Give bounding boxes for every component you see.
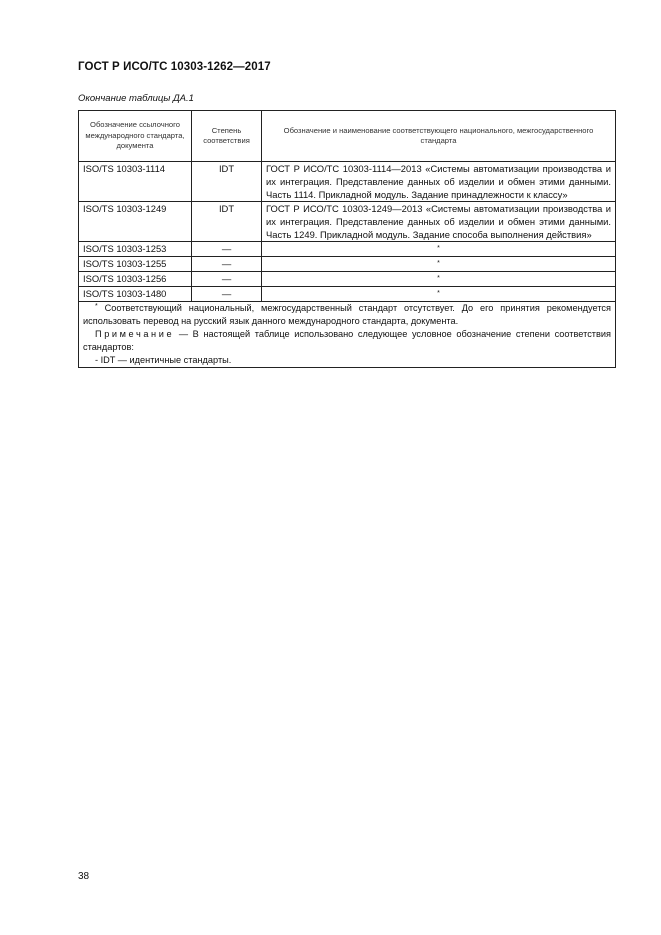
column-header-degree: Степень соответствия [192,111,262,162]
table-row [79,257,616,272]
table-caption: Окончание таблицы ДА.1 [78,93,194,104]
degree-cell: — [192,242,262,257]
table-header-row [79,111,616,162]
table-row [79,162,616,202]
reference-cell: ISO/TS 10303-1480 [79,287,192,302]
degree-cell: IDT [192,202,262,242]
table-row [79,202,616,242]
national-standard-cell: ГОСТ Р ИСО/ТС 10303-1249—2013 «Системы автоматизации производства и их интеграция. Представление данных об изделии и обмен этими данными. Часть 1249. Прикладной модуль. Задание способа выполнения действия» [262,202,616,242]
footnote-text: Соответствующий национальный, межгосударственный стандарт отсутствует. До его принятия рекомендуется использовать перевод на русский язык данного международного стандарта, документа. [83,303,611,326]
page-number: 38 [78,871,90,882]
footnote [83,302,611,328]
reference-cell: ISO/TS 10303-1114 [79,162,192,202]
national-standard-cell: * [262,257,616,272]
degree-cell: — [192,287,262,302]
national-standard-cell: ГОСТ Р ИСО/ТС 10303-1114—2013 «Системы автоматизации производства и их интеграция. Представление данных об изделии и обмен этими данными. Часть 1114. Прикладной модуль. Задание принадлежности к классу» [262,162,616,202]
note-label: Примечание [95,329,175,339]
table-notes-row [79,302,616,368]
reference-cell: ISO/TS 10303-1255 [79,257,192,272]
note-text: — В настоящей таблице использовано следующее условное обозначение степени соответствия стандартов: [83,329,611,352]
degree-cell: — [192,272,262,287]
column-header-reference: Обозначение ссылочного международного стандарта, документа [79,111,192,162]
standards-table [78,110,616,368]
footnote-mark: * [95,303,98,310]
degree-cell: IDT [192,162,262,202]
national-standard-cell: * [262,242,616,257]
document-header: ГОСТ Р ИСО/ТС 10303-1262—2017 [78,61,271,73]
national-standard-cell: * [262,287,616,302]
table-row [79,242,616,257]
reference-cell: ISO/TS 10303-1256 [79,272,192,287]
national-standard-cell: * [262,272,616,287]
reference-cell: ISO/TS 10303-1249 [79,202,192,242]
column-header-national-standard: Обозначение и наименование соответствующего национального, межгосударственного стандарта [262,111,616,162]
reference-cell: ISO/TS 10303-1253 [79,242,192,257]
degree-cell: — [192,257,262,272]
table-notes [79,302,616,368]
table-row [79,287,616,302]
legend-item: - IDT — идентичные стандарты. [95,355,232,365]
note [83,328,611,354]
table-row [79,272,616,287]
